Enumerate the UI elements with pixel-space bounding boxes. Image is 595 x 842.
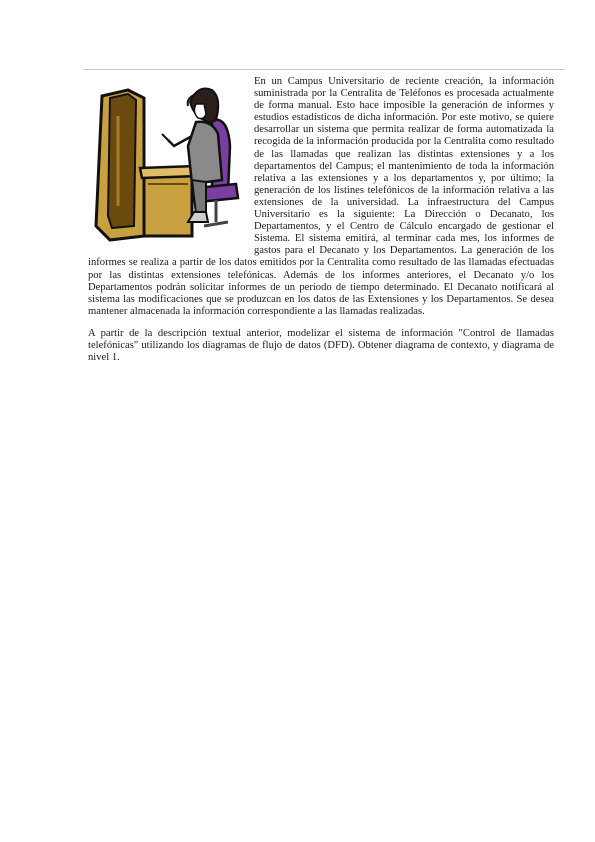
problem-description-paragraph: En un Campus Universitario de reciente creación, la información suministrada por la Centralita de Teléfonos es procesada actualmente de forma manual. Esto hace imposible la generación de informes y estudios estadísticos de dicha información. Por este motivo, se quiere desarrollar un sistema que permita realizar de forma automatizada la recogida de la información producida por la Centralita como resultado de las llamadas que realizan las distintas extensiones y a los departamentos del Campus; el mantenimiento de toda la información relativa a las extensiones y a los departamentos y, por último; la generación de los listines telefónicos de la información relativa a las extensiones de la universidad. La infraestructura del Campus Universitario es la siguiente: La Dirección o Decanato, los Departamentos, y el Centro de Cálculo encargado de gestionar el Sistema. El sistema emitirá, al terminar cada mes, los informes de gastos para el Decanato y los Departamentos. La generación de los informes se realiza a partir de los datos emitidos por la Centralita como resultado de las llamadas efectuadas por las distintas extensiones telefónicas. Además de los informes anteriores, el Decanato y/o los Departamentos podrán solicitar informes de un período de tiempo determinado. El Decanato notificará al sistema las modificaciones que se produzcan en los datos de las Extensiones y los Departamentos. Se desea mantener almacenada la información correspondiente a las llamadas realizadas.	[88, 76, 554, 317]
switchboard-desk-icon	[96, 90, 198, 240]
document-body	[88, 76, 554, 364]
telephone-operator-illustration	[88, 76, 244, 244]
top-divider	[84, 69, 564, 70]
exercise-statement-paragraph: A partir de la descripción textual anterior, modelizar el sistema de información "Control de llamadas telefónicas" utilizando los diagramas de flujo de datos (DFD). Obtener diagrama de contexto, y diagrama de nivel 1.	[88, 327, 554, 364]
